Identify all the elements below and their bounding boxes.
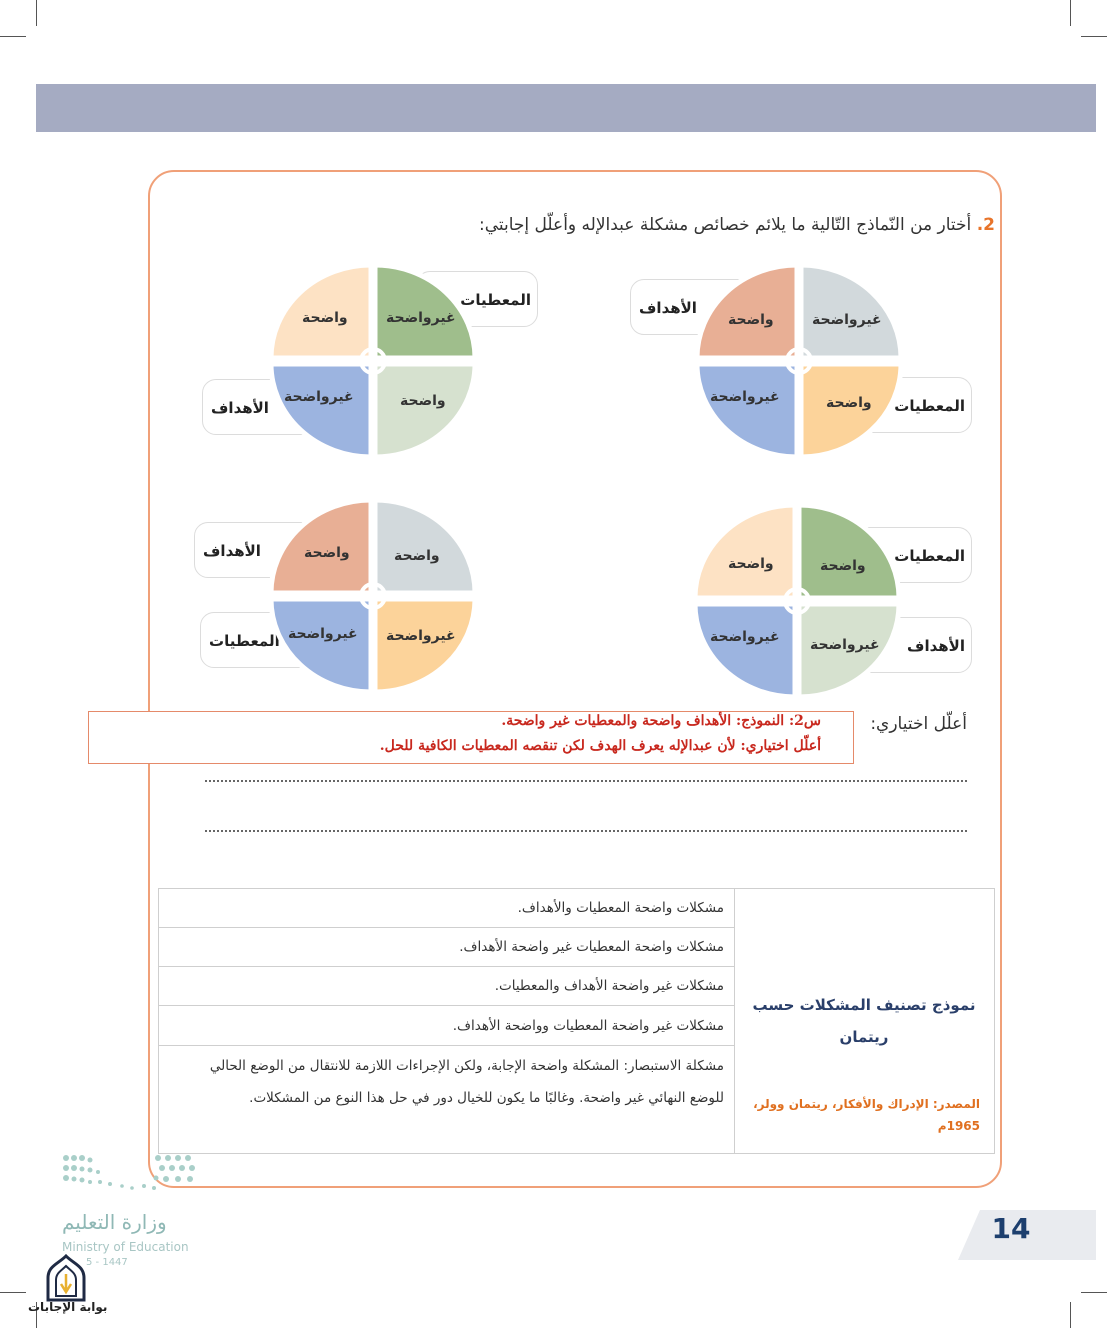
quadrant-label: غيرواضحة: [284, 389, 354, 405]
givens-tab: المعطيات: [416, 271, 538, 327]
answer-line-dotted[interactable]: [205, 830, 967, 832]
table-row: مشكلة الاستبصار: المشكلة واضحة الإجابة، ولكن الإجراءات اللازمة للانتقال من الوضع الحالي للوضع النهائي غير واضحة. وغالبًا ما يكون للخيال دور في حل هذا النوع من المشكلات.: [209, 1058, 724, 1106]
table-row: مشكلات غير واضحة المعطيات وواضحة الأهداف.: [159, 1006, 734, 1046]
answer-line-dotted[interactable]: [205, 780, 967, 782]
brand-logo-icon: [40, 1252, 92, 1304]
header-banner: [36, 84, 1096, 132]
justify-label: أعلّل اختياري:: [870, 714, 967, 734]
classification-table: [158, 888, 995, 1154]
crop-mark: [0, 36, 26, 37]
goals-tab: الأهداف: [202, 379, 332, 435]
goals-tab: الأهداف: [630, 279, 760, 335]
quadrant-label: غيرواضحة: [710, 389, 780, 405]
givens-tab: المعطيات: [842, 527, 972, 583]
quadrant-label: واضحة: [826, 395, 872, 411]
model-c[interactable]: [692, 505, 965, 699]
quadrant-label: واضحة: [304, 545, 350, 561]
question-prompt: أختار من النّماذج التّالية ما يلائم خصائص مشكلة عبدالإله وأعلّل إجابتي:: [478, 215, 972, 235]
crop-mark: [1070, 0, 1071, 26]
answer-line-2: أعلّل اختياري: لأن عبدالإله يعرف الهدف لكن تنقصه المعطيات الكافية للحل.: [379, 738, 821, 754]
quadrant-diagram: [692, 505, 906, 699]
quadrant-label: غيرواضحة: [386, 310, 456, 326]
table-row: مشكلات غير واضحة الأهداف والمعطيات.: [159, 967, 734, 1006]
quadrant-label: غيرواضحة: [812, 312, 882, 328]
quadrant-label: واضحة: [728, 312, 774, 328]
quadrant-diagram: [694, 265, 908, 459]
table-source: المصدر: الإدراك والأفكار، ريتمان وولر، 1965م: [753, 1097, 980, 1133]
table-left-column: [159, 889, 735, 1153]
givens-tab: المعطيات: [200, 612, 334, 668]
ministry-name-english: Ministry of Education: [62, 1240, 189, 1254]
crop-mark: [1081, 36, 1107, 37]
question-text: [275, 215, 995, 235]
quadrant-label: واضحة: [728, 556, 774, 572]
question-number: 2.: [976, 215, 995, 235]
quadrant-diagram: [268, 265, 482, 459]
table-row: مشكلات واضحة المعطيات غير واضحة الأهداف.: [159, 928, 734, 967]
answer-line-1: س2: النموذج: الأهداف واضحة والمعطيات غير واضحة.: [501, 713, 821, 729]
quadrant-label: واضحة: [400, 393, 446, 409]
quadrant-label: واضحة: [302, 310, 348, 326]
crop-mark: [0, 1292, 26, 1293]
model-a[interactable]: [639, 265, 965, 459]
crop-mark: [1070, 1302, 1071, 1328]
quadrant-label: واضحة: [820, 558, 866, 574]
ministry-year: 5 - 1447: [86, 1257, 128, 1268]
quadrant-label: غيرواضحة: [288, 626, 358, 642]
brand-name: بوابة الإجابات: [28, 1300, 108, 1314]
ministry-name-arabic: وزارة التعليم: [62, 1210, 167, 1234]
model-d[interactable]: [203, 500, 482, 694]
goals-tab: الأهداف: [194, 522, 334, 578]
quadrant-diagram: [268, 500, 482, 694]
crop-mark: [1081, 1292, 1107, 1293]
table-heading: نموذج تصنيف المشكلات حسب ريتمان: [752, 996, 976, 1046]
page-number: 14: [991, 1212, 1031, 1245]
quadrant-label: غيرواضحة: [386, 628, 456, 644]
goals-tab: الأهداف: [842, 617, 972, 673]
model-b[interactable]: [211, 265, 531, 459]
crop-mark: [36, 0, 37, 26]
quadrant-label: غيرواضحة: [810, 637, 880, 653]
table-row: مشكلات واضحة المعطيات والأهداف.: [159, 889, 734, 928]
ministry-logo-icon: [60, 1152, 200, 1200]
quadrant-label: غيرواضحة: [710, 629, 780, 645]
quadrant-label: واضحة: [394, 548, 440, 564]
givens-tab: المعطيات: [842, 377, 972, 433]
